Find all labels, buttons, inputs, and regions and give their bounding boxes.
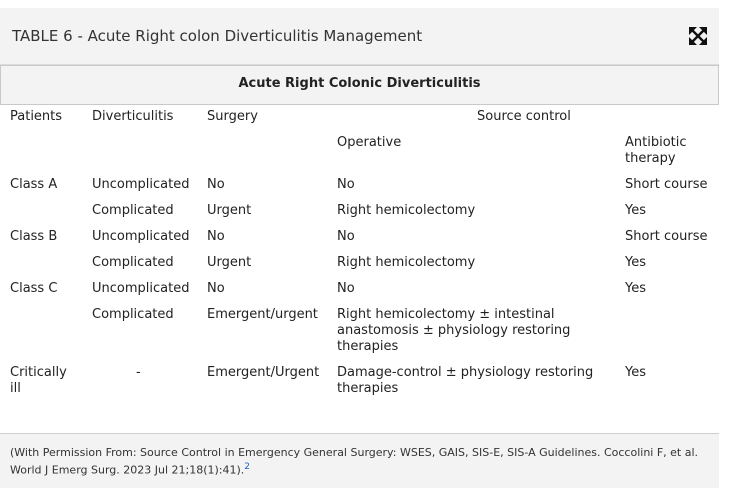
table-title: TABLE 6 - Acute Right colon Diverticulitis Management <box>12 27 423 45</box>
row-6-patients: Critically ill <box>10 365 67 396</box>
header-operative: Operative <box>337 135 402 150</box>
header-surgery: Surgery <box>207 109 258 124</box>
table-footer <box>0 433 719 488</box>
row-0-operative: No <box>337 177 355 192</box>
row-3-surgery: Urgent <box>207 255 252 270</box>
row-1-antibiotic: Yes <box>625 203 646 218</box>
permission-note <box>10 446 710 478</box>
permission-note-text: (With Permission From: Source Control in Emergency General Surgery: WSES, GAIS, SIS-E, SIS-A Guidelines. Coccolini F, et al. World J Emerg Surg. 2023 Jul 21;18(1):41). <box>10 446 699 477</box>
row-4-surgery: No <box>207 281 225 296</box>
header-antibiotic-therapy: Antibiotic therapy <box>625 135 687 166</box>
table-header <box>0 8 719 65</box>
row-0-diverticulitis: Uncomplicated <box>92 177 190 192</box>
row-5-diverticulitis: Complicated <box>92 307 174 322</box>
row-0-antibiotic: Short course <box>625 177 708 192</box>
row-6-operative: Damage-control ± physiology restoring therapies <box>337 365 594 396</box>
table-caption <box>0 65 719 105</box>
row-1-diverticulitis: Complicated <box>92 203 174 218</box>
row-4-antibiotic: Yes <box>625 281 646 296</box>
row-2-patients: Class B <box>10 229 58 244</box>
header-source-control: Source control <box>477 109 571 124</box>
row-2-operative: No <box>337 229 355 244</box>
row-6-diverticulitis: - <box>136 365 141 380</box>
reference-link[interactable]: 2 <box>244 462 251 472</box>
row-2-antibiotic: Short course <box>625 229 708 244</box>
header-patients: Patients <box>10 109 63 124</box>
row-0-patients: Class A <box>10 177 58 192</box>
table-caption-text: Acute Right Colonic Diverticulitis <box>238 76 481 91</box>
row-5-surgery: Emergent/urgent <box>207 307 318 322</box>
row-3-operative: Right hemicolectomy <box>337 255 476 270</box>
row-3-diverticulitis: Complicated <box>92 255 174 270</box>
row-5-operative: Right hemicolectomy ± intestinal anastomosis ± physiology restoring therapies <box>337 307 571 354</box>
row-1-surgery: Urgent <box>207 203 252 218</box>
table-panel <box>0 8 719 487</box>
row-3-antibiotic: Yes <box>625 255 646 270</box>
row-2-diverticulitis: Uncomplicated <box>92 229 190 244</box>
row-1-operative: Right hemicolectomy <box>337 203 476 218</box>
header-diverticulitis: Diverticulitis <box>92 109 174 124</box>
row-6-antibiotic: Yes <box>625 365 646 380</box>
expand-arrows-icon[interactable] <box>688 26 708 46</box>
row-4-diverticulitis: Uncomplicated <box>92 281 190 296</box>
row-2-surgery: No <box>207 229 225 244</box>
row-4-operative: No <box>337 281 355 296</box>
row-4-patients: Class C <box>10 281 58 296</box>
row-0-surgery: No <box>207 177 225 192</box>
row-6-surgery: Emergent/Urgent <box>207 365 320 380</box>
